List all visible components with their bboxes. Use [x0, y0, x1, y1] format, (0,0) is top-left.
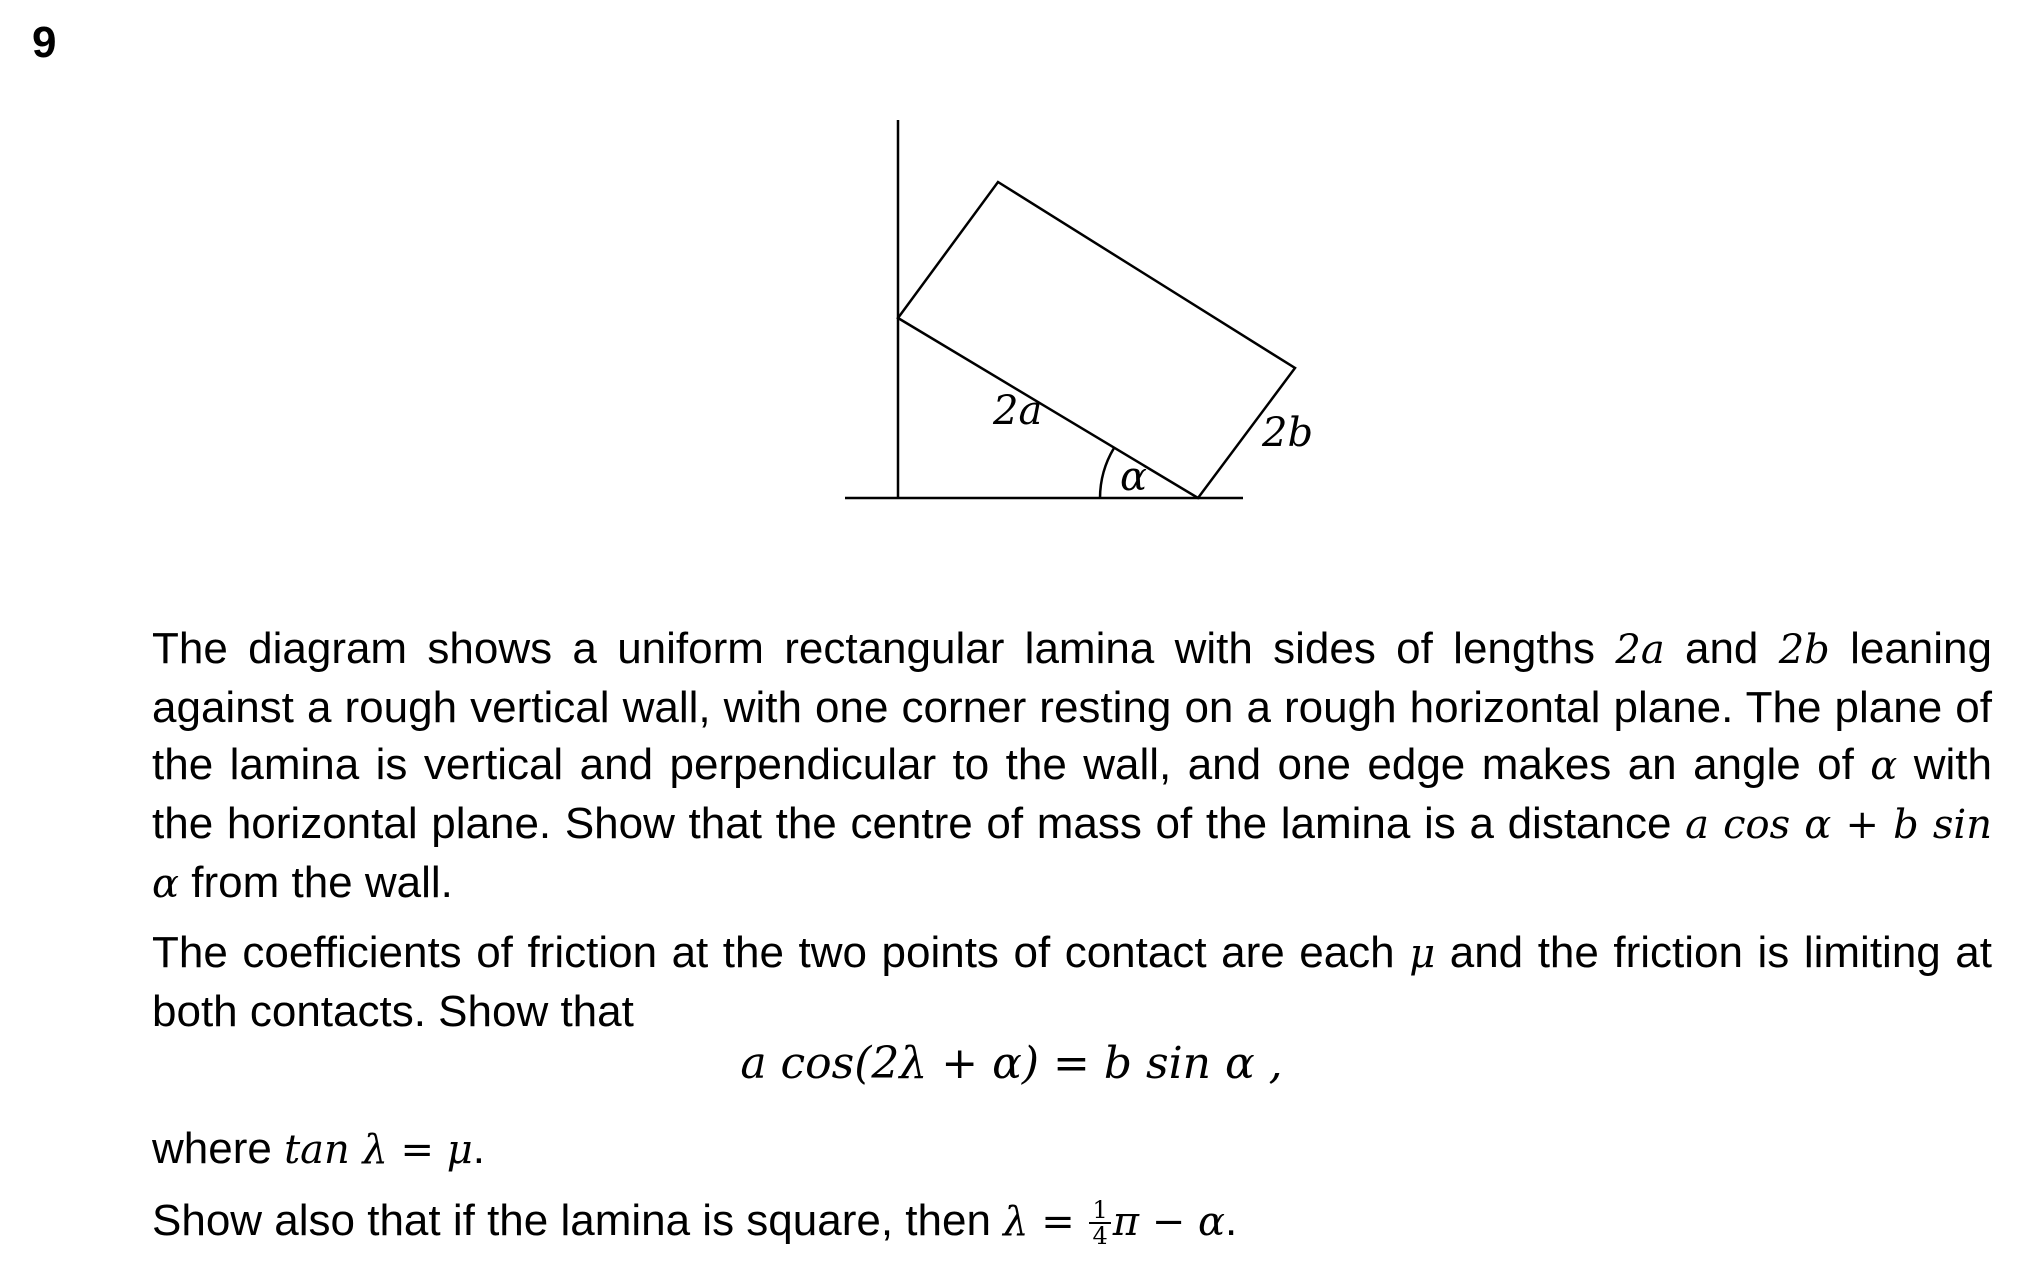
question-number: 9: [32, 18, 57, 67]
fraction-numerator: 1: [1089, 1198, 1110, 1224]
paragraph-2: The coefficients of friction at the two points of contact are each μ and the friction is limiting at both contacts. Show that: [152, 928, 1992, 1036]
paragraph-1: The diagram shows a uniform rectangular lamina with sides of lengths 2a and 2b leaning against a rough vertical wall, with one corner resting on a rough horizontal plane. The plane of the lamina is vertical and perpendicular to the wall, and one edge makes an angle of α with the horizontal plane. Show that the centre of mass of the lamina is a distance a cos α + b sin α from the wall.: [152, 624, 1992, 907]
fraction-denominator: 4: [1092, 1222, 1108, 1251]
math-distance: a cos α + b sin α: [152, 802, 1992, 907]
label-2b: 2b: [1262, 410, 1314, 456]
label-alpha: α: [1120, 454, 1148, 500]
rectangular-lamina: [898, 182, 1295, 498]
math-tan-lambda: tan λ = μ: [284, 1127, 473, 1173]
paragraph-4: Show also that if the lamina is square, then λ = $\frac{1}{4}$ π − α.: [152, 1196, 1238, 1251]
math-alpha: α: [1870, 743, 1898, 789]
math-pi-minus-alpha: π − α: [1112, 1199, 1225, 1245]
math-lambda-equals: λ =: [1003, 1199, 1088, 1245]
fraction-quarter: [1089, 1196, 1110, 1251]
label-2a: 2a: [993, 388, 1043, 434]
display-equation: a cos(2λ + α) = b sin α ,: [740, 1038, 1283, 1089]
lamina-diagram: [0, 0, 2023, 600]
angle-alpha-arc: [1100, 448, 1114, 498]
math-2a: 2a: [1615, 627, 1665, 673]
paragraph-3: where tan λ = μ.: [152, 1124, 486, 1173]
math-mu: μ: [1409, 931, 1436, 977]
math-2b: 2b: [1778, 627, 1830, 673]
